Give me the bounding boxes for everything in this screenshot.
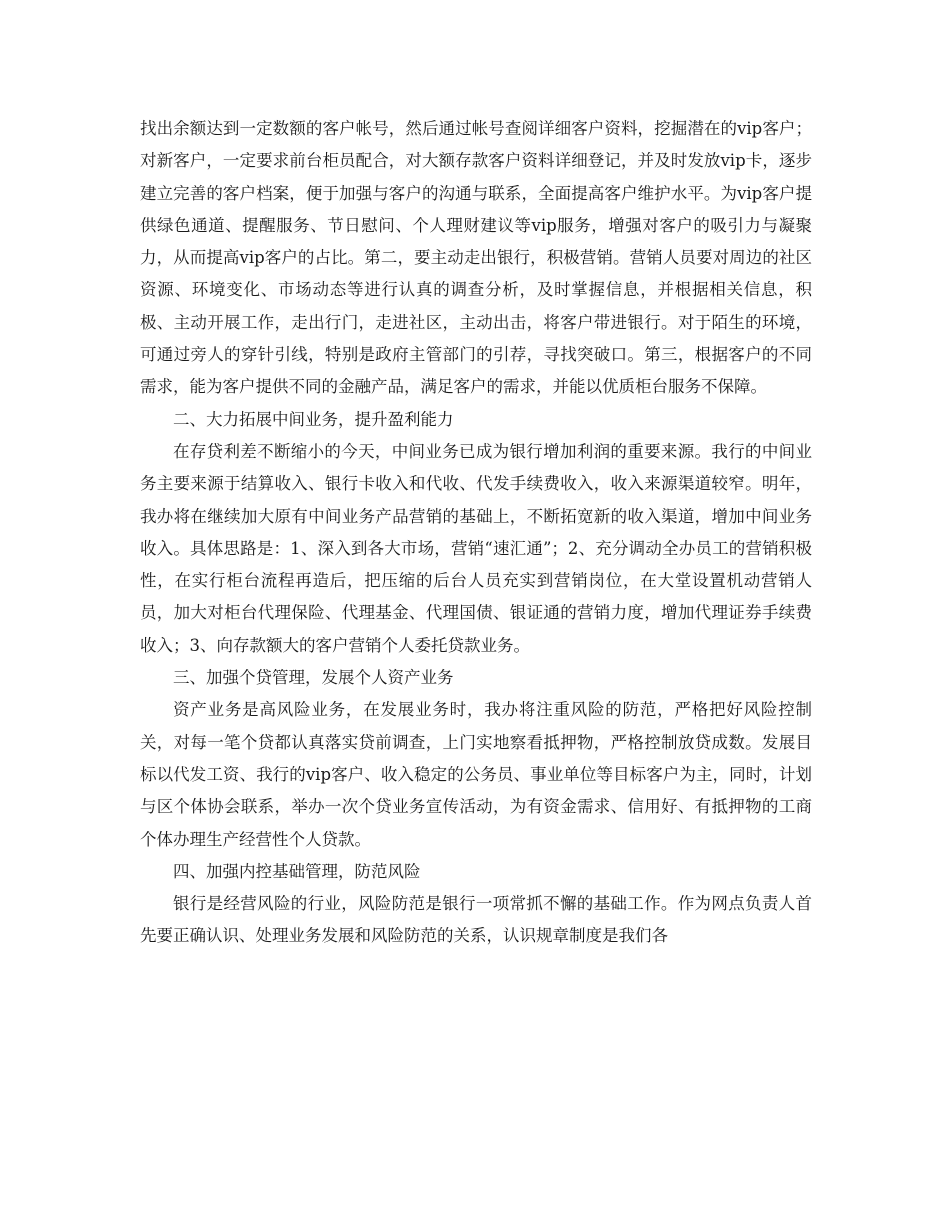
paragraph-intermediary-business: 在存贷利差不断缩小的今天，中间业务已成为银行增加利润的重要来源。我行的中间业务主要来源于结算收入、银行卡收入和代收、代发手续费收入，收入来源渠道较窄。明年，我办将在继续加大原有中间业务产品营销的基础上，不断拓宽新的收入渠道，增加中间业务收入。具体思路是：1、深入到各大市场，营销“速汇通”；2、充分调动全办员工的营销积极性，在实行柜台流程再造后，把压缩的后台人员充实到营销岗位，在大堂设置机动营销人员，加大对柜台代理保险、代理基金、代理国债、银证通的营销力度，增加代理证券手续费收入；3、向存款额大的客户营销个人委托贷款业务。 <box>140 441 812 655</box>
paragraph-vip-marketing: 找出余额达到一定数额的客户帐号，然后通过帐号查阅详细客户资料，挖掘潜在的vip客户；对新客户，一定要求前台柜员配合，对大额存款客户资料详细登记，并及时发放vip卡，逐步建立完善的客户档案，便于加强与客户的沟通与联系，全面提高客户维护水平。为vip客户提供绿色通道、提醒服务、节日慰问、个人理财建议等vip服务，增强对客户的吸引力与凝聚力，从而提高vip客户的占比。第二，要主动走出银行，积极营销。营销人员要对周边的社区资源、环境变化、市场动态等进行认真的调查分析，及时掌握信息，并根据相关信息，积极、主动开展工作，走出行门，走进社区，主动出击，将客户带进银行。对于陌生的环境，可通过旁人的穿针引线，特别是政府主管部门的引荐，寻找突破口。第三，根据客户的不同需求，能为客户提供不同的金融产品，满足客户的需求，并能以优质柜台服务不保障。 <box>140 119 812 397</box>
paragraph-personal-loans: 资产业务是高风险业务，在发展业务时，我办将注重风险的防范，严格把好风险控制关，对每一笔个贷都认真落实贷前调查，上门实地察看抵押物，严格控制放贷成数。发展目标以代发工资、我行的vip客户、收入稳定的公务员、事业单位等目标客户为主，同时，计划与区个体协会联系，举办一次个贷业务宣传活动，为有资金需求、信用好、有抵押物的工商个体办理生产经营性个人贷款。 <box>140 700 812 849</box>
paragraph-internal-control: 银行是经营风险的行业，风险防范是银行一项常抓不懈的基础工作。作为网点负责人首先要正确认识、处理业务发展和风险防范的关系，认识规章制度是我们各 <box>140 894 812 946</box>
document-body <box>140 113 812 953</box>
section-heading-intermediary-business: 二、大力拓展中间业务，提升盈利能力 <box>173 409 454 429</box>
section-heading-internal-control: 四、加强内控基础管理，防范风险 <box>173 861 421 881</box>
section-heading-personal-loans: 三、加强个贷管理，发展个人资产业务 <box>173 668 454 688</box>
